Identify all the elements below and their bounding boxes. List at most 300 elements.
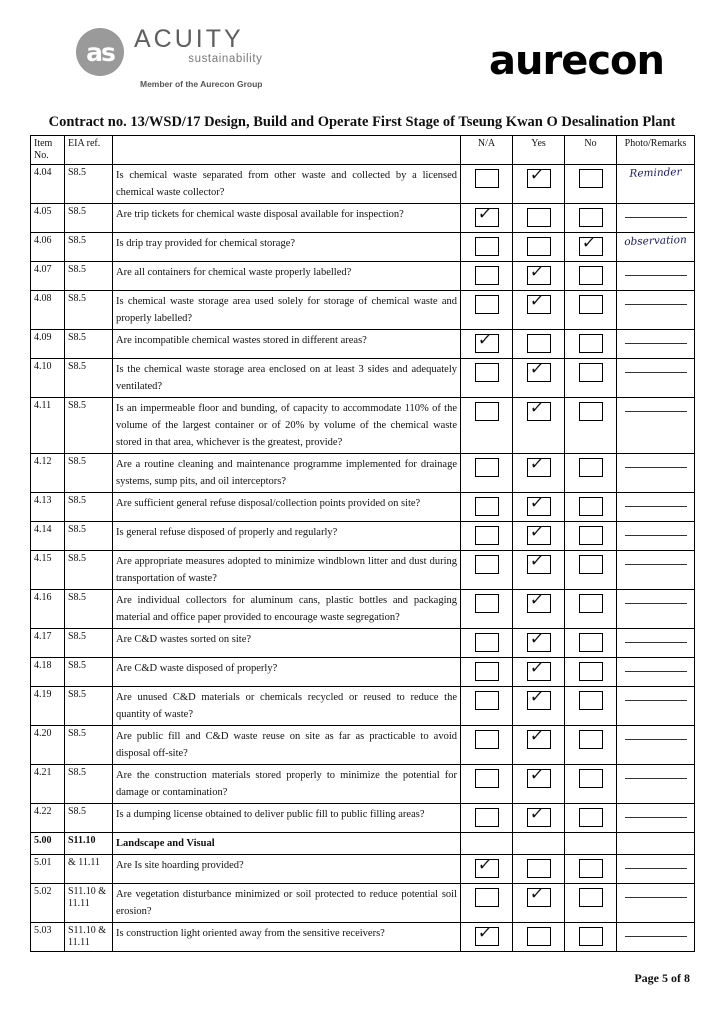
row-eia-ref: S8.5 — [65, 493, 113, 522]
row-question: Are trip tickets for chemical waste disposal available for inspection? — [113, 204, 461, 233]
table-row — [31, 551, 695, 590]
checkbox-cell-no[interactable] — [565, 687, 617, 726]
check-mark-icon: ✓ — [528, 629, 546, 649]
checkbox-cell-yes[interactable] — [513, 765, 565, 804]
row-remark[interactable] — [617, 359, 695, 398]
checkbox-cell-no[interactable] — [565, 551, 617, 590]
checkbox-na[interactable] — [475, 855, 499, 878]
row-question: Are vegetation disturbance minimized or soil protected to reduce potential soil erosion? — [113, 884, 461, 923]
row-remark[interactable] — [617, 884, 695, 923]
checkbox-yes[interactable] — [527, 658, 551, 681]
acuity-wordmark — [134, 26, 262, 89]
row-eia-ref: S8.5 — [65, 262, 113, 291]
checkbox-cell-na[interactable] — [461, 855, 513, 884]
checkbox-yes[interactable] — [527, 765, 551, 788]
checkbox-cell-no[interactable] — [565, 291, 617, 330]
row-item-no: 5.03 — [31, 923, 65, 952]
check-mark-icon: ✓ — [476, 923, 494, 943]
row-remark[interactable] — [617, 165, 695, 204]
checkbox-cell-na[interactable] — [461, 804, 513, 833]
row-item-no: 4.21 — [31, 765, 65, 804]
row-remark[interactable] — [617, 233, 695, 262]
checkbox-na[interactable] — [475, 526, 499, 545]
header-na: N/A — [461, 136, 513, 165]
remark-handwriting: observation — [624, 233, 687, 249]
checkbox-cell-yes[interactable] — [513, 855, 565, 884]
header-remarks: Photo/Remarks — [617, 136, 695, 165]
checkbox-cell-no[interactable] — [565, 522, 617, 551]
row-item-no: 4.06 — [31, 233, 65, 262]
row-eia-ref: S8.5 — [65, 551, 113, 590]
row-remark[interactable] — [617, 291, 695, 330]
remark-blank-line — [625, 466, 687, 468]
checkbox-no[interactable] — [579, 295, 603, 314]
row-question: Are C&D wastes sorted on site? — [113, 629, 461, 658]
page-header — [30, 26, 694, 108]
checkbox-na[interactable] — [475, 662, 499, 681]
checkbox-cell-no[interactable] — [565, 658, 617, 687]
header-item-label: Item — [34, 138, 53, 149]
row-remark[interactable] — [617, 658, 695, 687]
checkbox-yes[interactable] — [527, 291, 551, 314]
checkbox-no[interactable] — [579, 769, 603, 788]
checkbox-cell-yes[interactable] — [513, 726, 565, 765]
checkbox-na[interactable] — [475, 295, 499, 314]
checkbox-cell-na[interactable] — [461, 262, 513, 291]
checkbox-cell-na[interactable] — [461, 590, 513, 629]
remark-blank-line — [625, 274, 687, 276]
checklist-table — [30, 135, 695, 952]
checkbox-yes[interactable] — [527, 927, 551, 946]
acuity-subtitle: sustainability — [188, 53, 263, 65]
checkbox-cell-na[interactable] — [461, 658, 513, 687]
check-mark-icon: ✓ — [580, 233, 598, 253]
row-item-no: 4.15 — [31, 551, 65, 590]
checkbox-na[interactable] — [475, 330, 499, 353]
row-question: Are unused C&D materials or chemicals recycled or reused to reduce the quantity of waste? — [113, 687, 461, 726]
row-question: Are a routine cleaning and maintenance programme implemented for drainage systems, sump pits, and oil interceptors? — [113, 454, 461, 493]
table-header — [31, 136, 695, 165]
header-item — [31, 136, 65, 165]
checkbox-yes[interactable] — [527, 804, 551, 827]
checkbox-cell-yes[interactable] — [513, 804, 565, 833]
page-footer: Page 5 of 8 — [634, 971, 690, 985]
checkbox-yes[interactable] — [527, 454, 551, 477]
checkbox-yes[interactable] — [527, 726, 551, 749]
checkbox-cell-yes[interactable] — [513, 165, 565, 204]
checkbox-yes[interactable] — [527, 262, 551, 285]
checkbox-no[interactable] — [579, 594, 603, 613]
checkbox-cell-na[interactable] — [461, 833, 513, 855]
remark-blank-line — [625, 602, 687, 604]
checkbox-cell-no[interactable] — [565, 165, 617, 204]
check-mark-icon: ✓ — [528, 765, 546, 785]
row-remark[interactable] — [617, 765, 695, 804]
check-mark-icon: ✓ — [528, 804, 546, 824]
row-question: Are all containers for chemical waste properly labelled? — [113, 262, 461, 291]
remark-blank-line — [625, 777, 687, 779]
checkbox-cell-yes[interactable] — [513, 923, 565, 952]
checkbox-na[interactable] — [475, 237, 499, 256]
checkbox-cell-yes[interactable] — [513, 687, 565, 726]
checkbox-yes[interactable] — [527, 551, 551, 574]
checkbox-cell-na[interactable] — [461, 330, 513, 359]
checkbox-yes[interactable] — [527, 237, 551, 256]
table-row — [31, 330, 695, 359]
checkbox-no[interactable] — [579, 808, 603, 827]
table-row — [31, 726, 695, 765]
checkbox-cell-no[interactable] — [565, 233, 617, 262]
row-eia-ref: S8.5 — [65, 765, 113, 804]
checkbox-cell-na[interactable] — [461, 493, 513, 522]
row-question: Is the chemical waste storage area enclosed on at least 3 sides and adequately ventilated? — [113, 359, 461, 398]
table-row — [31, 454, 695, 493]
row-remark[interactable] — [617, 833, 695, 855]
row-question: Is drip tray provided for chemical storage? — [113, 233, 461, 262]
table-row — [31, 687, 695, 726]
checkbox-yes[interactable] — [527, 859, 551, 878]
table-row — [31, 398, 695, 454]
remark-blank-line — [625, 935, 687, 937]
row-item-no: 4.11 — [31, 398, 65, 454]
acuity-logo-block — [30, 26, 262, 89]
table-row — [31, 629, 695, 658]
row-question: Is construction light oriented away from the sensitive receivers? — [113, 923, 461, 952]
checkbox-cell-na[interactable] — [461, 884, 513, 923]
check-mark-icon: ✓ — [528, 454, 546, 474]
aurecon-logo: aurecon — [489, 38, 664, 84]
table-row — [31, 855, 695, 884]
checkbox-cell-yes[interactable] — [513, 233, 565, 262]
row-item-no: 4.12 — [31, 454, 65, 493]
table-row — [31, 493, 695, 522]
checkbox-na[interactable] — [475, 888, 499, 907]
row-item-no: 4.09 — [31, 330, 65, 359]
checkbox-cell-na[interactable] — [461, 726, 513, 765]
remark-blank-line — [625, 738, 687, 740]
row-remark[interactable] — [617, 551, 695, 590]
table-row — [31, 262, 695, 291]
table-row — [31, 291, 695, 330]
row-eia-ref: S11.10 — [65, 833, 113, 855]
table-row — [31, 204, 695, 233]
row-remark[interactable] — [617, 330, 695, 359]
checkbox-cell-no[interactable] — [565, 359, 617, 398]
checkbox-cell-na[interactable] — [461, 551, 513, 590]
row-eia-ref: S11.10 & 11.11 — [65, 884, 113, 923]
checkbox-cell-yes[interactable] — [513, 454, 565, 493]
row-eia-ref: S8.5 — [65, 658, 113, 687]
checkbox-cell-no[interactable] — [565, 923, 617, 952]
remark-blank-line — [625, 216, 687, 218]
checkbox-cell-yes[interactable] — [513, 522, 565, 551]
checkbox-cell-na[interactable] — [461, 204, 513, 233]
check-mark-icon: ✓ — [528, 551, 546, 571]
checkbox-no[interactable] — [579, 888, 603, 907]
row-eia-ref: S8.5 — [65, 804, 113, 833]
table-row — [31, 833, 695, 855]
acuity-name: ACUITY — [134, 25, 244, 53]
row-remark[interactable] — [617, 204, 695, 233]
row-eia-ref: S8.5 — [65, 629, 113, 658]
header-eia: EIA ref. — [65, 136, 113, 165]
table-row — [31, 923, 695, 952]
row-item-no: 4.08 — [31, 291, 65, 330]
row-remark[interactable] — [617, 398, 695, 454]
check-mark-icon: ✓ — [528, 165, 546, 185]
checkbox-na[interactable] — [475, 923, 499, 946]
row-question: Are appropriate measures adopted to minimize windblown litter and dust during transportation of waste? — [113, 551, 461, 590]
checkbox-cell-yes[interactable] — [513, 330, 565, 359]
remark-blank-line — [625, 563, 687, 565]
checkbox-na[interactable] — [475, 594, 499, 613]
checkbox-cell-yes[interactable] — [513, 629, 565, 658]
row-remark[interactable] — [617, 522, 695, 551]
row-question: Is a dumping license obtained to deliver public fill to public filling areas? — [113, 804, 461, 833]
checkbox-cell-yes[interactable] — [513, 493, 565, 522]
row-question: Is chemical waste storage area used solely for storage of chemical waste and properly labelled? — [113, 291, 461, 330]
row-question: Is chemical waste separated from other waste and collected by a licensed chemical waste collector? — [113, 165, 461, 204]
checkbox-cell-no[interactable] — [565, 590, 617, 629]
checkbox-cell-na[interactable] — [461, 398, 513, 454]
checkbox-cell-yes[interactable] — [513, 359, 565, 398]
checkbox-cell-na[interactable] — [461, 765, 513, 804]
row-question: Are the construction materials stored properly to minimize the potential for damage or contamination? — [113, 765, 461, 804]
row-eia-ref: S8.5 — [65, 359, 113, 398]
checkbox-cell-no[interactable] — [565, 765, 617, 804]
remark-blank-line — [625, 342, 687, 344]
row-remark[interactable] — [617, 590, 695, 629]
row-remark[interactable] — [617, 687, 695, 726]
checkbox-cell-yes[interactable] — [513, 833, 565, 855]
checkbox-cell-no[interactable] — [565, 262, 617, 291]
checkbox-no[interactable] — [579, 526, 603, 545]
checkbox-no[interactable] — [579, 458, 603, 477]
row-remark[interactable] — [617, 923, 695, 952]
checkbox-cell-na[interactable] — [461, 359, 513, 398]
checkbox-yes[interactable] — [527, 493, 551, 516]
checkbox-no[interactable] — [579, 208, 603, 227]
checkbox-cell-na[interactable] — [461, 233, 513, 262]
checkbox-no[interactable] — [579, 233, 603, 256]
row-item-no: 4.10 — [31, 359, 65, 398]
checkbox-cell-no[interactable] — [565, 454, 617, 493]
checkbox-cell-na[interactable] — [461, 923, 513, 952]
row-item-no: 4.16 — [31, 590, 65, 629]
checkbox-cell-no[interactable] — [565, 204, 617, 233]
checkbox-no[interactable] — [579, 402, 603, 421]
row-eia-ref: S11.10 & 11.11 — [65, 923, 113, 952]
row-item-no: 4.22 — [31, 804, 65, 833]
row-item-no: 4.19 — [31, 687, 65, 726]
checkbox-no[interactable] — [579, 859, 603, 878]
checkbox-na[interactable] — [475, 169, 499, 188]
checkbox-na[interactable] — [475, 691, 499, 710]
checkbox-cell-no[interactable] — [565, 398, 617, 454]
checkbox-no[interactable] — [579, 927, 603, 946]
row-remark[interactable] — [617, 493, 695, 522]
checkbox-cell-no[interactable] — [565, 726, 617, 765]
row-item-no: 4.04 — [31, 165, 65, 204]
checkbox-no[interactable] — [579, 633, 603, 652]
check-mark-icon: ✓ — [528, 522, 546, 542]
checkbox-cell-na[interactable] — [461, 165, 513, 204]
checkbox-na[interactable] — [475, 204, 499, 227]
row-remark[interactable] — [617, 726, 695, 765]
checkbox-cell-na[interactable] — [461, 687, 513, 726]
checkbox-na[interactable] — [475, 633, 499, 652]
table-row — [31, 765, 695, 804]
row-remark[interactable] — [617, 629, 695, 658]
row-question: Is an impermeable floor and bunding, of capacity to accommodate 110% of the volume of the largest container or of 20% by volume of the chemical waste stored in that area, whichever is the greatest, provide? — [113, 398, 461, 454]
remark-blank-line — [625, 303, 687, 305]
header-no: No — [565, 136, 617, 165]
acuity-member-note: Member of the Aurecon Group — [140, 79, 263, 89]
checkbox-cell-yes[interactable] — [513, 551, 565, 590]
check-mark-icon: ✓ — [476, 330, 494, 350]
row-eia-ref: S8.5 — [65, 291, 113, 330]
checkbox-yes[interactable] — [527, 334, 551, 353]
check-mark-icon: ✓ — [528, 884, 546, 904]
row-eia-ref: S8.5 — [65, 522, 113, 551]
checkbox-yes[interactable] — [527, 165, 551, 188]
row-item-no: 5.01 — [31, 855, 65, 884]
check-mark-icon: ✓ — [528, 398, 546, 418]
row-question: Are incompatible chemical wastes stored in different areas? — [113, 330, 461, 359]
table-row — [31, 233, 695, 262]
header-yes: Yes — [513, 136, 565, 165]
remark-blank-line — [625, 816, 687, 818]
remark-blank-line — [625, 410, 687, 412]
remark-handwriting: Reminder — [629, 166, 682, 180]
checkbox-no[interactable] — [579, 662, 603, 681]
checkbox-no[interactable] — [579, 730, 603, 749]
checkbox-na[interactable] — [475, 808, 499, 827]
checkbox-no[interactable] — [579, 266, 603, 285]
checkbox-yes[interactable] — [527, 687, 551, 710]
checkbox-yes[interactable] — [527, 590, 551, 613]
checkbox-cell-yes[interactable] — [513, 590, 565, 629]
row-eia-ref: S8.5 — [65, 233, 113, 262]
checkbox-na[interactable] — [475, 266, 499, 285]
remark-blank-line — [625, 896, 687, 898]
checkbox-no[interactable] — [579, 555, 603, 574]
checkbox-cell-no[interactable] — [565, 833, 617, 855]
checkbox-cell-yes[interactable] — [513, 291, 565, 330]
row-eia-ref: S8.5 — [65, 398, 113, 454]
checkbox-cell-no[interactable] — [565, 493, 617, 522]
checkbox-yes[interactable] — [527, 208, 551, 227]
check-mark-icon: ✓ — [528, 590, 546, 610]
row-eia-ref: S8.5 — [65, 454, 113, 493]
row-eia-ref: & 11.11 — [65, 855, 113, 884]
row-question: Are C&D waste disposed of properly? — [113, 658, 461, 687]
row-question: Are public fill and C&D waste reuse on site as far as practicable to avoid disposal off-site? — [113, 726, 461, 765]
checkbox-yes[interactable] — [527, 629, 551, 652]
checkbox-na[interactable] — [475, 458, 499, 477]
checkbox-cell-yes[interactable] — [513, 204, 565, 233]
remark-blank-line — [625, 699, 687, 701]
remark-blank-line — [625, 505, 687, 507]
checkbox-cell-no[interactable] — [565, 804, 617, 833]
checkbox-yes[interactable] — [527, 884, 551, 907]
checkbox-cell-no[interactable] — [565, 855, 617, 884]
remark-blank-line — [625, 641, 687, 643]
row-item-no: 4.18 — [31, 658, 65, 687]
row-item-no: 4.13 — [31, 493, 65, 522]
checkbox-cell-yes[interactable] — [513, 658, 565, 687]
row-eia-ref: S8.5 — [65, 330, 113, 359]
row-eia-ref: S8.5 — [65, 687, 113, 726]
row-remark[interactable] — [617, 454, 695, 493]
row-remark[interactable] — [617, 262, 695, 291]
row-question: Are sufficient general refuse disposal/collection points provided on site? — [113, 493, 461, 522]
checkbox-no[interactable] — [579, 363, 603, 382]
check-mark-icon: ✓ — [528, 493, 546, 513]
row-question: Are individual collectors for aluminum cans, plastic bottles and packaging material and office paper provided to encourage waste segregation? — [113, 590, 461, 629]
row-eia-ref: S8.5 — [65, 726, 113, 765]
check-mark-icon: ✓ — [476, 204, 494, 224]
row-item-no: 5.00 — [31, 833, 65, 855]
checkbox-yes[interactable] — [527, 359, 551, 382]
checkbox-yes[interactable] — [527, 522, 551, 545]
checkbox-cell-yes[interactable] — [513, 262, 565, 291]
remark-blank-line — [625, 534, 687, 536]
check-mark-icon: ✓ — [528, 658, 546, 678]
remark-blank-line — [625, 867, 687, 869]
checkbox-na[interactable] — [475, 402, 499, 421]
checkbox-no[interactable] — [579, 497, 603, 516]
remark-blank-line — [625, 670, 687, 672]
row-remark[interactable] — [617, 855, 695, 884]
check-mark-icon: ✓ — [528, 359, 546, 379]
checkbox-cell-na[interactable] — [461, 629, 513, 658]
checkbox-cell-na[interactable] — [461, 291, 513, 330]
table-row — [31, 804, 695, 833]
row-question: Is general refuse disposed of properly and regularly? — [113, 522, 461, 551]
checkbox-no[interactable] — [579, 334, 603, 353]
row-remark[interactable] — [617, 804, 695, 833]
row-eia-ref: S8.5 — [65, 165, 113, 204]
checkbox-cell-na[interactable] — [461, 522, 513, 551]
row-item-no: 4.14 — [31, 522, 65, 551]
row-eia-ref: S8.5 — [65, 590, 113, 629]
checkbox-na[interactable] — [475, 363, 499, 382]
remark-blank-line — [625, 371, 687, 373]
header-item-sub: No. — [34, 150, 49, 161]
checkbox-no[interactable] — [579, 169, 603, 188]
checkbox-na[interactable] — [475, 769, 499, 788]
checkbox-no[interactable] — [579, 691, 603, 710]
checkbox-cell-no[interactable] — [565, 629, 617, 658]
checkbox-na[interactable] — [475, 555, 499, 574]
checkbox-cell-no[interactable] — [565, 330, 617, 359]
checkbox-cell-yes[interactable] — [513, 884, 565, 923]
checkbox-na[interactable] — [475, 730, 499, 749]
checkbox-cell-na[interactable] — [461, 454, 513, 493]
header-question — [113, 136, 461, 165]
checkbox-cell-no[interactable] — [565, 884, 617, 923]
checkbox-yes[interactable] — [527, 398, 551, 421]
table-row — [31, 359, 695, 398]
checkbox-cell-yes[interactable] — [513, 398, 565, 454]
checkbox-na[interactable] — [475, 497, 499, 516]
table-row — [31, 658, 695, 687]
table-row — [31, 165, 695, 204]
row-item-no: 4.17 — [31, 629, 65, 658]
row-item-no: 4.05 — [31, 204, 65, 233]
row-item-no: 4.07 — [31, 262, 65, 291]
